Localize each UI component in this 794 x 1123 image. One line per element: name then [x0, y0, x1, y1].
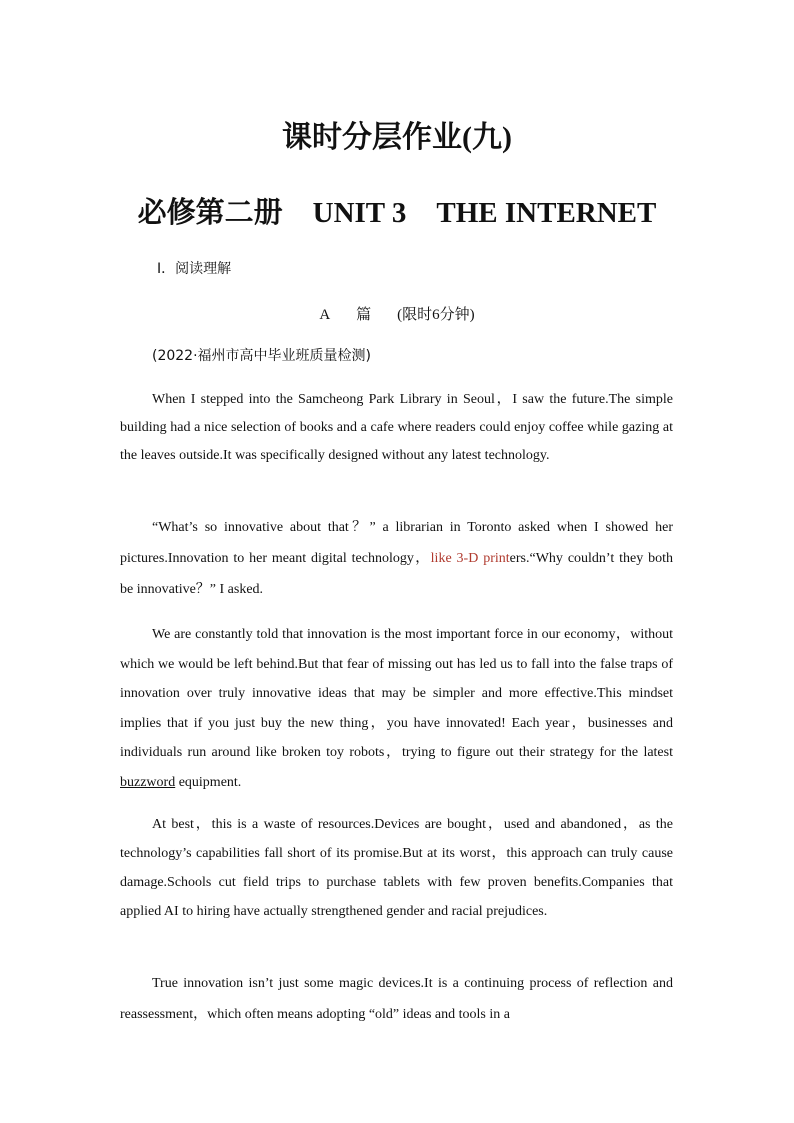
paragraph-3 — [120, 620, 673, 797]
paragraph-4: At best，this is a waste of resources.Devices are bought，used and abandoned，as the technology’s capabilities fall short of its promise.But at its worst，this approach can truly cause damage.Schools cut field trips to purchase tablets with few proven benefits.Companies that applied AI to hiring have actually strengthened gender and racial prejudices. — [120, 817, 673, 919]
unit-subtitle — [0, 190, 794, 231]
highlighted-phrase: like 3-D print — [430, 551, 510, 566]
paragraph-2-text-b: ers.“Why couldn’t they both be innovative？” I asked. — [120, 551, 673, 597]
passage-heading — [0, 303, 794, 324]
passage-label: A — [319, 307, 331, 323]
passage-time-limit: (限时6分钟) — [397, 307, 475, 323]
paragraph-3-text-a: We are constantly told that innovation is the most important force in our economy，without which we would be left behind.But that fear of missing out has led us to fall into the false traps of innovation over truly innovative ideas that may be simpler and more effective.This mindset implies that if you just buy the new thing，you have innovated! Each year，businesses and individuals run around like broken toy robots，trying to figure out their strategy for the latest — [120, 627, 673, 760]
paragraph-2 — [120, 512, 673, 605]
subtitle-textbook: 必修第二册 — [137, 197, 283, 229]
underlined-word: buzzword — [120, 774, 176, 790]
section-heading: Ⅰ．阅读理解 — [157, 261, 232, 277]
paragraph-2-text-a: “What’s so innovative about that？” a librarian in Toronto asked when I showed her pictures.Innovation to her meant digital technology， — [120, 520, 673, 566]
page-title: 课时分层作业(九) — [282, 121, 512, 154]
subtitle-unit: UNIT 3 — [312, 197, 407, 229]
passage-source: (2022·福州市高中毕业班质量检测) — [152, 348, 372, 364]
passage-label-suffix: 篇 — [356, 307, 372, 323]
subtitle-topic: THE INTERNET — [436, 197, 657, 229]
paragraph-1: When I stepped into the Samcheong Park Library in Seoul，I saw the future.The simple building had a nice selection of books and a cafe where readers could enjoy coffee while gazing at the leaves outside.It was specifically designed without any latest technology. — [120, 392, 673, 463]
paragraph-3-text-b: equipment. — [175, 774, 242, 790]
paragraph-5: True innovation isn’t just some magic devices.It is a continuing process of reflection and reassessment，which often means adopting “old” ideas and tools in a — [120, 976, 673, 1022]
